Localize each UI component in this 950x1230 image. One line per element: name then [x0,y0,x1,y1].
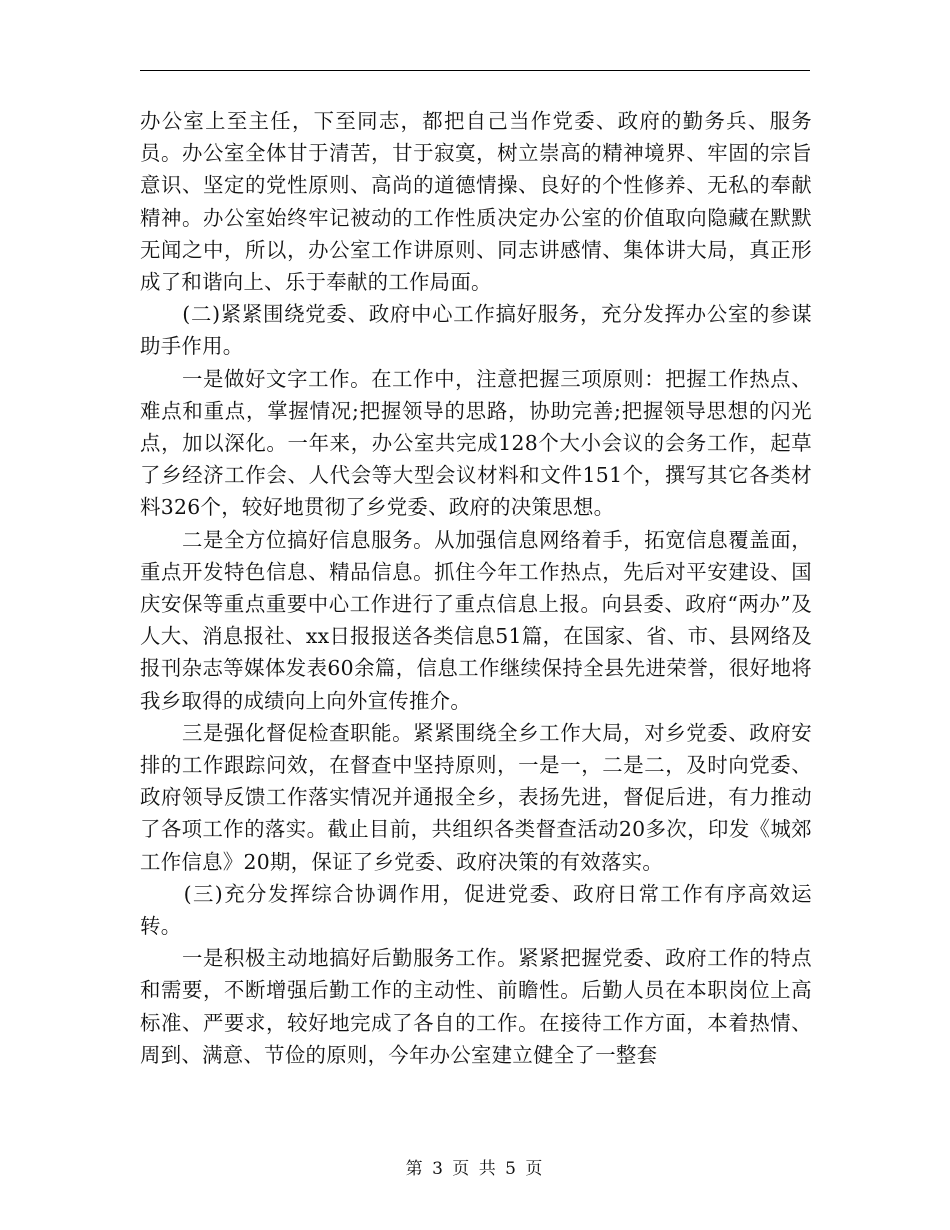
paragraph-information-service: 二是全方位搞好信息服务。从加强信息网络着手，拓宽信息覆盖面，重点开发特色信息、精品信息。抓住今年工作热点，先后对平安建设、国庆安保等重点重要中心工作进行了重点信息上报。向县委、政府“两办”及人大、消息报社、xx日报报送各类信息51篇，在国家、省、市、县网络及报刊杂志等媒体发表60余篇，信息工作继续保持全县先进荣誉，很好地将我乡取得的成绩向上向外宣传推介。 [140,527,812,713]
paragraph-1: 办公室上至主任，下至同志，都把自己当作党委、政府的勤务兵、服务员。办公室全体甘于清苦，甘于寂寞，树立崇高的精神境界、牢固的宗旨意识、坚定的党性原则、高尚的道德情操、良好的个性修养、无私的奉献精神。办公室始终牢记被动的工作性质决定办公室的价值取向隐藏在默默无闻之中，所以，办公室工作讲原则、同志讲感情、集体讲大局，真正形成了和谐向上、乐于奉献的工作局面。 [140,109,812,295]
section-heading-2: (二)紧紧围绕党委、政府中心工作搞好服务，充分发挥办公室的参谋助手作用。 [140,302,812,359]
section-heading-3: (三)充分发挥综合协调作用，促进党委、政府日常工作有序高效运转。 [140,881,812,939]
page-number-footer: 第 3 页 共 5 页 [405,1159,545,1179]
paragraph-writing-work: 一是做好文字工作。在工作中，注意把握三项原则：把握工作热点、难点和重点，掌握情况;把握领导的思路，协助完善;把握领导思想的闪光点，加以深化。一年来，办公室共完成128个大小会议的会务工作，起草了乡经济工作会、人代会等大型会议材料和文件151个，撰写其它各类材料326个，较好地贯彻了乡党委、政府的决策思想。 [140,366,812,520]
header-rule [140,70,810,71]
paragraph-logistics: 一是积极主动地搞好后勤服务工作。紧紧把握党委、政府工作的特点和需要，不断增强后勤工作的主动性、前瞻性。后勤人员在本职岗位上高标准、严要求，较好地完成了各自的工作。在接待工作方面，本着热情、周到、满意、节俭的原则，今年办公室建立健全了一整套 [140,946,812,1067]
paragraph-supervision: 三是强化督促检查职能。紧紧围绕全乡工作大局，对乡党委、政府安排的工作跟踪问效，在督查中坚持原则，一是一，二是二，及时向党委、政府领导反馈工作落实情况并通报全乡，表扬先进，督促后进，有力推动了各项工作的落实。截止目前，共组织各类督查活动20多次，印发《城郊工作信息》20期，保证了乡党委、政府决策的有效落实。 [140,720,812,874]
document-body [140,105,812,1071]
